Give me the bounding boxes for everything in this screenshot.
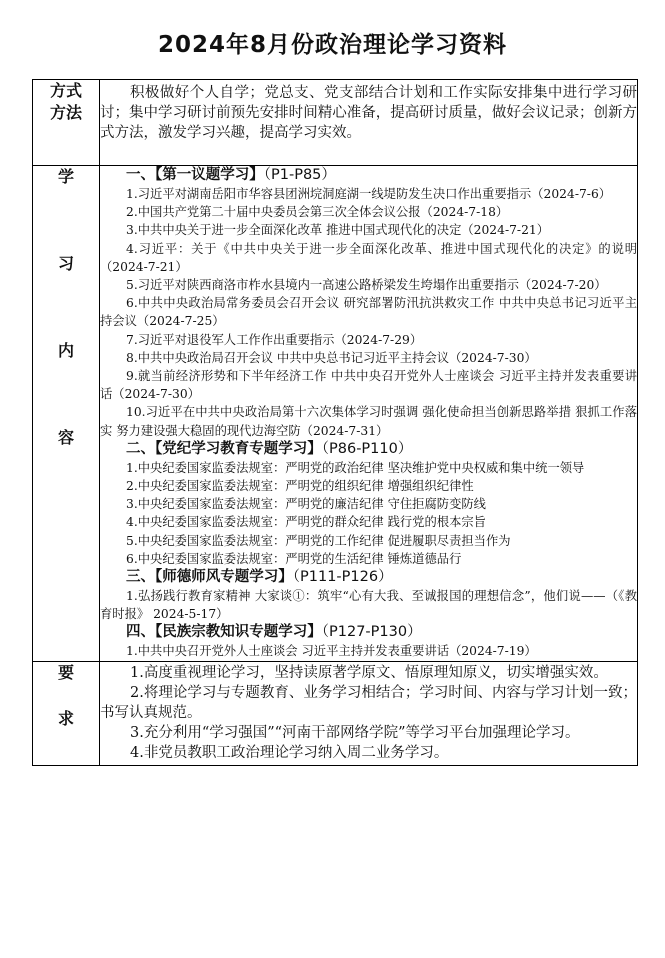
content-label-char: 习 [57,254,74,273]
method-label [33,80,100,166]
section-heading [100,440,637,459]
content-label-char: 内 [57,341,74,360]
list-item: 10.习近平在中共中央政治局第十六次集体学习时强调 强化使命担当创新思路举措 狠抓工作落实 努力建设强大稳固的现代边海空防（2024-7-31） [100,405,637,438]
method-label-line: 方法 [49,103,82,122]
requirements-row [33,661,638,765]
section-heading [100,568,637,587]
study-plan-table [32,79,638,766]
list-item: 6.中央纪委国家监委法规室：严明党的生活纪律 锤炼道德品行 [126,551,462,566]
list-item: 9.就当前经济形势和下半年经济工作 中共中央召开党外人士座谈会 习近平主持并发表重要讲话（2024-7-30） [100,369,637,402]
list-item: 4.中央纪委国家监委法规室：严明党的群众纪律 践行党的根本宗旨 [126,515,486,530]
list-item: 8.中共中央政治局召开会议 中共中央总书记习近平主持会议（2024-7-30） [126,350,537,365]
requirements-cell [100,661,638,765]
list-item: 7.习近平对退役军人工作作出重要指示（2024-7-29） [126,332,423,347]
section-title: 一、【第一议题学习】 [126,167,264,183]
list-item: 1.弘扬践行教育家精神 大家谈①：筑牢“心有大我、至诚报国的理想信念”，他们说——（《教育时报》 2024-5-17） [100,589,637,622]
page-title: 2024年8月份政治理论学习资料 [157,32,508,58]
content-label-char: 学 [57,167,74,186]
method-text: 积极做好个人自学；党总支、党支部结合计划和工作实际安排集中进行学习研讨；集中学习研讨前预先安排时间精心准备，提高研讨质量，做好会议记录；创新方式方法，激发学习兴趣，提高学习实效。 [100,85,637,141]
section-title: 二、【党纪学习教育专题学习】 [126,440,322,457]
requirements-label [33,661,100,765]
list-item: 3.中央纪委国家监委法规室：严明党的廉洁纪律 守住拒腐防变防线 [126,497,486,512]
requirement-item: 1.高度重视理论学习，坚持读原著学原文、悟原理知原义，切实增强实效。 [130,664,608,681]
requirements-label-char: 求 [57,708,74,728]
list-item: 1.中央纪委国家监委法规室：严明党的政治纪律 坚决维护党中央权威和集中统一领导 [126,460,585,475]
list-item: 2.中央纪委国家监委法规室：严明党的组织纪律 增强组织纪律性 [126,479,474,494]
list-item: 2.中国共产党第二十届中央委员会第三次全体会议公报（2024-7-18） [126,205,509,220]
section-title: 四、【民族宗教知识专题学习】 [126,624,322,641]
requirement-item: 2.将理论学习与专题教育、业务学习相结合；学习时间、内容与学习计划一致；书写认真规范。 [100,684,637,721]
method-row [33,80,638,166]
section-pages: （P127-P130） [321,624,422,641]
list-item: 5.习近平对陕西商洛市柞水县境内一高速公路桥梁发生垮塌作出重要指示（2024-7-20） [126,278,607,293]
content-cell [100,166,638,662]
content-row [33,166,638,662]
section-heading [100,166,637,185]
section-pages: （P1-P85） [263,167,336,183]
list-item: 1.中共中央召开党外人士座谈会 习近平主持并发表重要讲话（2024-7-19） [126,644,537,659]
list-item: 4.习近平：关于《中共中央关于进一步全面深化改革、推进中国式现代化的决定》的说明（2024-7-21） [100,241,637,274]
list-item: 5.中央纪委国家监委法规室：严明党的工作纪律 促进履职尽责担当作为 [126,533,511,548]
list-item: 1.习近平对湖南岳阳市华容县团洲垸洞庭湖一线堤防发生决口作出重要指示（2024-7-6） [126,187,612,201]
method-label-line: 方式 [49,81,82,100]
content-label [33,166,100,662]
requirement-item: 4.非党员教职工政治理论学习纳入周二业务学习。 [130,744,449,761]
content-label-char: 容 [57,428,74,447]
method-cell [100,80,638,166]
section-title: 三、【师德师风专题学习】 [126,569,293,586]
section-heading [100,623,637,642]
requirements-label-char: 要 [57,662,74,682]
section-pages: （P111-P126） [292,569,393,586]
requirement-item: 3.充分利用“学习强国”“河南干部网络学院”等学习平台加强理论学习。 [130,724,580,741]
section-pages: （P86-P110） [321,440,413,457]
list-item: 6.中共中央政治局常务委员会召开会议 研究部署防汛抗洪救灾工作 中共中央总书记习近平主持会议（2024-7-25） [100,296,637,329]
list-item: 3.中共中央关于进一步全面深化改革 推进中国式现代化的决定（2024-7-21） [126,223,550,238]
